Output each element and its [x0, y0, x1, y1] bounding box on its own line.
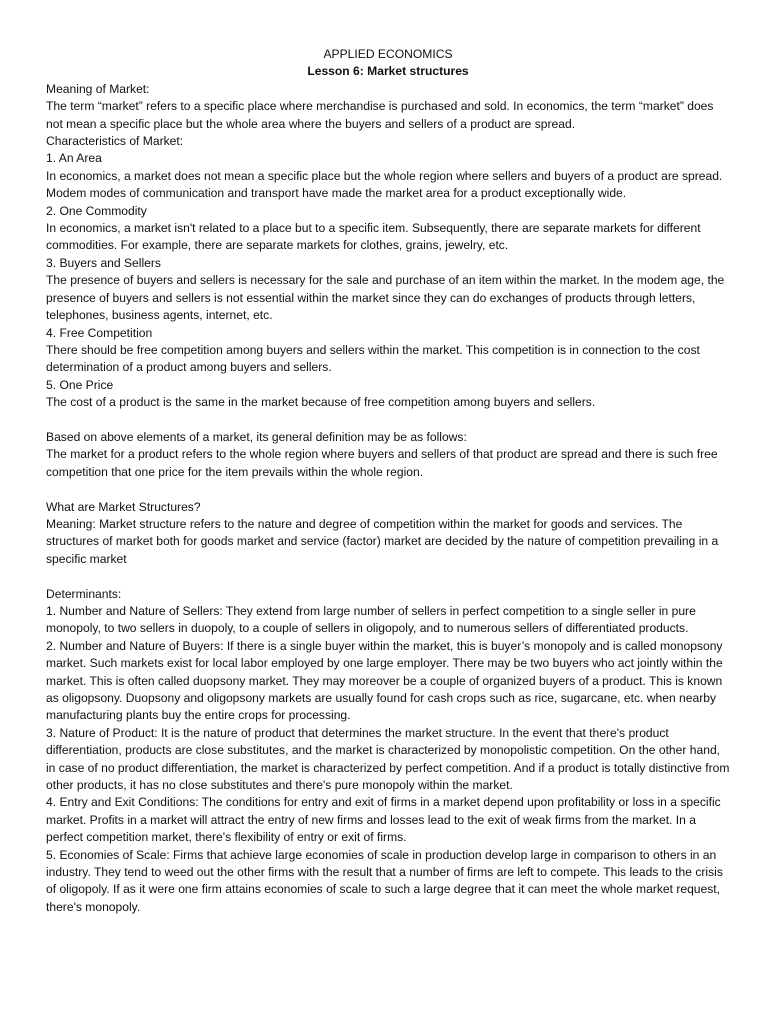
paragraph: 3. Nature of Product: It is the nature of product that determines the market structure. In the event that there's product differentiation, products are close substitutes, and the market is characterized by monopolistic competition. On the other hand, in case of no product differentiation, the market is characterized by perfect competition. And if a product is totally distinctive from other products, it has no close substitutes and there's pure monopoly within the market. — [46, 725, 730, 793]
paragraph: 3. Buyers and Sellers — [46, 255, 161, 270]
lesson-title: Lesson 6: Market structures — [307, 64, 469, 79]
paragraph: 5. One Price — [46, 377, 114, 392]
paragraph: Characteristics of Market: — [46, 134, 184, 149]
paragraph: 2. One Commodity — [46, 203, 147, 218]
paragraph: Meaning of Market: — [46, 81, 150, 96]
paragraph: 4. Entry and Exit Conditions: The conditions for entry and exit of firms in a market depend upon profitability or loss in a specific market. Profits in a market will attract the entry of new firms and losses lead to the exit of weak firms from the market. In a perfect competition market, there's flexibility of entry or exit of firms. — [46, 795, 721, 845]
paragraph: 1. An Area — [46, 151, 102, 166]
paragraph: What are Market Structures? — [46, 499, 201, 514]
paragraph: The presence of buyers and sellers is necessary for the sale and purchase of an item within the market. In the modem age, the presence of buyers and sellers is not essential within the market since they can do exchanges of products through letters, telephones, business agents, internet, etc. — [46, 273, 725, 323]
paragraph: 1. Number and Nature of Sellers: They extend from large number of sellers in perfect competition to a single seller in pure monopoly, to two sellers in duopoly, to a couple of sellers in oligopoly, and to numerous sellers of differentiated products. — [46, 603, 696, 636]
paragraph: 4. Free Competition — [46, 325, 153, 340]
blank-line — [46, 481, 730, 498]
paragraph: There should be free competition among buyers and sellers within the market. This competition is in connection to the cost determination of a product among buyers and sellers. — [46, 342, 700, 375]
paragraph: Based on above elements of a market, its general definition may be as follows: — [46, 429, 467, 444]
paragraph: The market for a product refers to the whole region where buyers and sellers of that product are spread and there is such free competition that one price for the item prevails within the whole region. — [46, 447, 718, 479]
document-title: APPLIED ECONOMICS — [323, 47, 453, 61]
paragraph: 2. Number and Nature of Buyers: If there is a single buyer within the market, this is buyer’s monopoly and is called monopsony market. Such markets exist for local labor employed by one large employer. There may be two buyers who act jointly within the market. This is often called duopsony market. They may moreover be a couple of organized buyers of a product. This is known as oligopsony. Duopsony and oligopsony markets are usually found for cash crops such as rice, sugarcane, etc. when nearby manufacturing plants buy the entire crops for processing. — [46, 638, 723, 723]
paragraph: In economics, a market isn't related to a place but to a specific item. Subsequently, there are separate markets for different commodities. For example, there are separate markets for clothes, grains, jewelry, etc. — [46, 221, 701, 253]
paragraph: The term “market” refers to a specific place where merchandise is purchased and sold. In economics, the term “market” does not mean a specific place but the whole area where the buyers and sellers of a product are spread. — [46, 99, 714, 131]
paragraph: 5. Economies of Scale: Firms that achieve large economies of scale in production develop large in comparison to others in an industry. They tend to weed out the other firms with the result that a number of firms are left to compete. This leads to the crisis of oligopoly. If as it were one firm attains economies of scale to such a large degree that it can meet the whole market request, there's monopoly. — [46, 847, 723, 914]
document-body — [46, 81, 730, 916]
blank-line — [46, 412, 730, 429]
blank-line — [46, 568, 730, 585]
document-page — [46, 46, 730, 916]
paragraph: The cost of a product is the same in the market because of free competition among buyers and sellers. — [46, 395, 596, 410]
paragraph: Determinants: — [46, 586, 122, 601]
paragraph: Meaning: Market structure refers to the nature and degree of competition within the market for goods and services. The structures of market both for goods market and service (factor) market are decided by the nature of competition prevailing in a specific market — [46, 516, 719, 566]
paragraph: In economics, a market does not mean a specific place but the whole region where sellers and buyers of a product are spread. Modem modes of communication and transport have made the market area for a product exceptionally wide. — [46, 168, 723, 201]
